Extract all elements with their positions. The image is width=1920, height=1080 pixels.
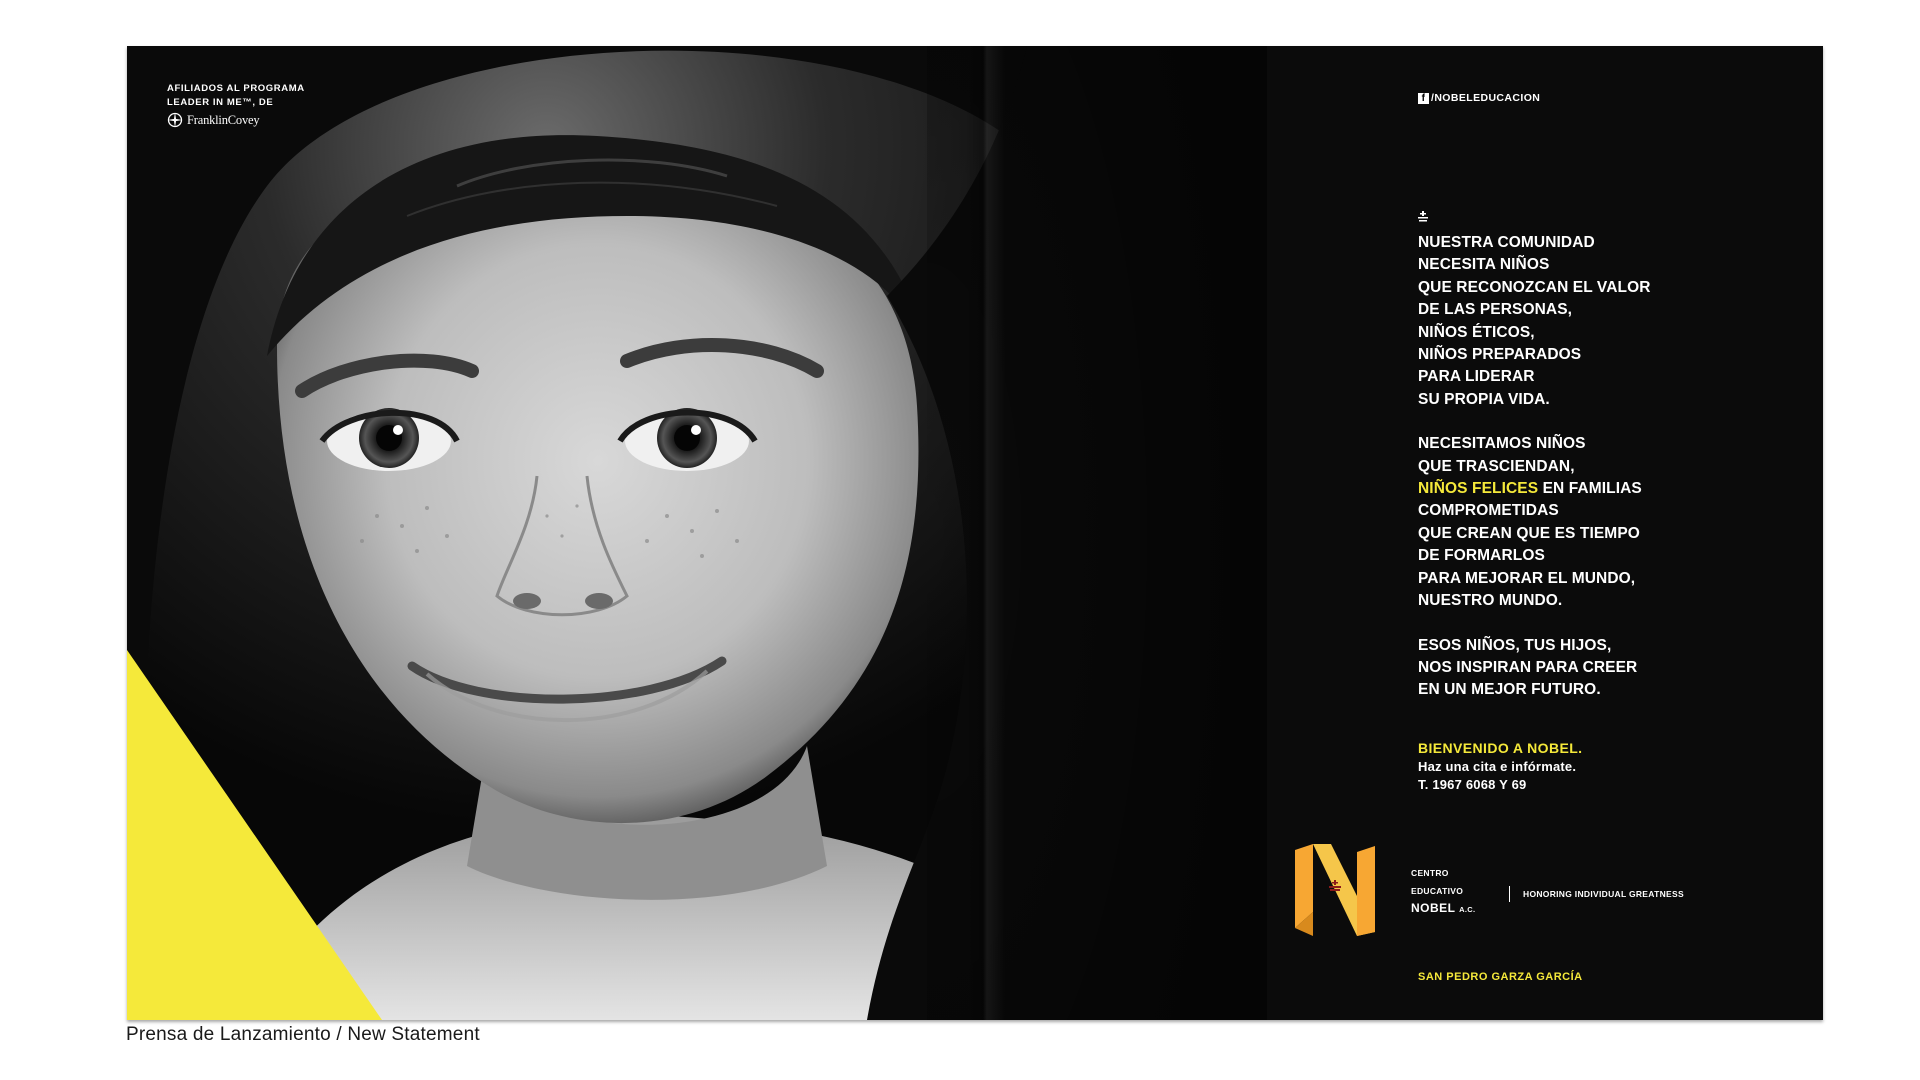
logo-suffix: A.C. xyxy=(1459,905,1476,914)
affiliation-line-1: AFILIADOS AL PROGRAMA xyxy=(167,83,305,94)
portrait-photo xyxy=(127,46,1267,1020)
logo-line-educativo: EDUCATIVO xyxy=(1411,886,1464,896)
facebook-icon: f xyxy=(1418,93,1429,104)
logo-divider xyxy=(1509,886,1510,902)
manifesto-paragraph-2 xyxy=(1418,433,1651,612)
manifesto-line: QUE RECONOZCAN EL VALOR xyxy=(1418,278,1651,296)
logo-nobel: NOBEL xyxy=(1411,901,1456,915)
manifesto-line: SU PROPIA VIDA. xyxy=(1418,390,1550,408)
magazine-spread xyxy=(127,46,1823,1020)
manifesto-line: NECESITAMOS NIÑOS xyxy=(1418,435,1586,453)
manifesto-line-rest: EN FAMILIAS xyxy=(1538,480,1642,498)
compass-icon xyxy=(167,112,183,128)
logo-wordmark xyxy=(1411,864,1475,918)
manifesto-line: NIÑOS PREPARADOS xyxy=(1418,346,1582,364)
manifesto-line: QUE CREAN QUE ES TIEMPO xyxy=(1418,524,1640,542)
facebook-link[interactable] xyxy=(1418,92,1540,104)
manifesto-line: EN UN MEJOR FUTURO. xyxy=(1418,681,1601,699)
nobel-logo xyxy=(1291,842,1684,952)
highlight-text: NIÑOS FELICES xyxy=(1418,480,1539,498)
welcome-block xyxy=(1418,738,1582,794)
manifesto-line: DE LAS PERSONAS, xyxy=(1418,301,1573,319)
manifesto-line: NECESITA NIÑOS xyxy=(1418,256,1550,274)
welcome-title: BIENVENIDO A NOBEL. xyxy=(1418,740,1583,756)
manifesto-line: NUESTRA COMUNIDAD xyxy=(1418,234,1595,251)
franklincovey-logo xyxy=(167,112,305,128)
phone-number: T. 1967 6068 Y 69 xyxy=(1418,777,1527,792)
manifesto-line: PARA MEJORAR EL MUNDO, xyxy=(1418,569,1636,587)
affiliation-line-2: LEADER IN ME™, DE xyxy=(167,97,274,108)
manifesto-line: NIÑOS ÉTICOS, xyxy=(1418,323,1535,341)
facebook-handle: /NOBELEDUCACION xyxy=(1431,92,1541,104)
location-text: SAN PEDRO GARZA GARCÍA xyxy=(1418,971,1583,983)
logo-name xyxy=(1411,900,1475,918)
manifesto-line: NUESTRO MUNDO. xyxy=(1418,592,1563,610)
manifesto-line-highlighted xyxy=(1418,478,1651,500)
manifesto-line: COMPROMETIDAS xyxy=(1418,502,1559,520)
manifesto-line: DE FORMARLOS xyxy=(1418,547,1545,565)
affiliation-block xyxy=(167,82,305,128)
manifesto-paragraph-3 xyxy=(1418,635,1651,702)
manifesto-line: NOS INSPIRAN PARA CREER xyxy=(1418,658,1638,676)
manifesto-text xyxy=(1418,232,1651,724)
nobel-n-logo-icon xyxy=(1291,842,1395,940)
manifesto-line: ESOS NIÑOS, TUS HIJOS, xyxy=(1418,636,1612,654)
logo-motto: HONORING INDIVIDUAL GREATNESS xyxy=(1523,889,1684,899)
appointment-text: Haz una cita e infórmate. xyxy=(1418,759,1577,774)
logo-line-centro: CENTRO xyxy=(1411,868,1449,878)
franklincovey-wordmark: FranklinCovey xyxy=(187,112,260,127)
manifesto-paragraph-1 xyxy=(1418,232,1651,411)
manifesto-line: QUE TRASCIENDAN, xyxy=(1418,457,1575,475)
image-caption: Prensa de Lanzamiento / New Statement xyxy=(126,1024,480,1045)
manifesto-line: PARA LIDERAR xyxy=(1418,368,1535,386)
crest-icon xyxy=(1418,210,1428,228)
